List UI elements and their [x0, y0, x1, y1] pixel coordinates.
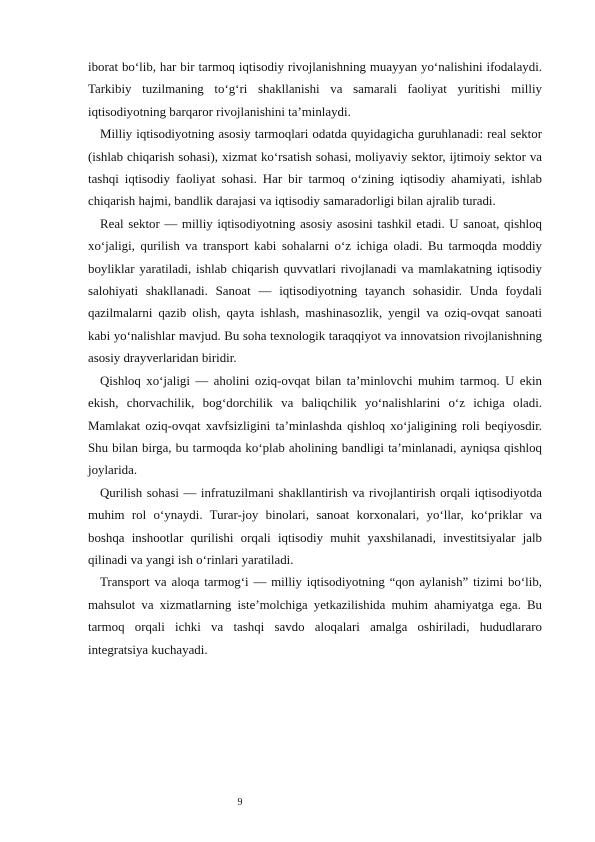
- paragraph-agriculture: Qishloq xo‘jaligi — aholini oziq-ovqat bilan ta’minlovchi muhim tarmoq. U ekin ekish, chorvachilik, bog‘dorchilik va baliqchilik yo‘nalishlarini o‘z ichiga oladi. Mamlakat oziq-ovqat xavfsizligini ta’minlashda qishloq xo‘jaligining roli beqiyosdir. Shu bilan birga, bu tarmoqda ko‘plab aholining bandligi ta’minlanadi, ayniqsa qishloq joylarida.: [88, 373, 542, 478]
- paragraph-transport: Transport va aloqa tarmog‘i — milliy iqtisodiyotning “qon aylanish” tizimi bo‘lib, mahsulot va xizmatlarning iste’molchiga yetkazilishida muhim ahamiyatga ega. Bu tarmoq orqali ichki va tashqi savdo aloqalari amalga oshiriladi, hududlararo integratsiya kuchayadi.: [88, 575, 542, 657]
- paragraph-construction: Qurilish sohasi — infratuzilmani shakllantirish va rivojlantirish orqali iqtisodiyotda muhim rol o‘ynaydi. Turar-joy binolari, sanoat korxonalari, yo‘llar, ko‘priklar va boshqa inshootlar qurilishi orqali iqtisodiy muhit yaxshilanadi, investitsiyalar jalb qilinadi va yangi ish o‘rinlari yaratiladi.: [88, 485, 542, 567]
- paragraph-real-sector: Real sektor — milliy iqtisodiyotning asosiy asosini tashkil etadi. U sanoat, qishloq xo‘jaligi, qurilish va transport kabi sohalarni o‘z ichiga oladi. Bu tarmoqda moddiy boyliklar yaratiladi, ishlab chiqarish quvvatlari rivojlanadi va mamlakatning iqtisodiy salohiyati shakllanadi. Sanoat — iqtisodiyotning tayanch sohasidir. Unda foydali qazilmalarni qazib olish, qayta ishlash, mashinasozlik, yengil va oziq-ovqat sanoati kabi yo‘nalishlar mavjud. Bu soha texnologik taraqqiyot va innovatsion rivojlanishning asosiy drayverlaridan biridir.: [88, 216, 542, 366]
- document-body: [88, 56, 542, 661]
- paragraph-sector-groups: Milliy iqtisodiyotning asosiy tarmoqlari odatda quyidagicha guruhlanadi: real sektor (ishlab chiqarish sohasi), xizmat ko‘rsatish sohasi, moliyaviy sektor, ijtimoiy sektor va tashqi iqtisodiy faoliyat sohasi. Har bir tarmoq o‘zining iqtisodiy ahamiyati, ishlab chiqarish hajmi, bandlik darajasi va iqtisodiy samaradorligi bilan ajralib turadi.: [88, 127, 542, 209]
- page-number: 9: [237, 797, 243, 808]
- paragraph-continuation: iborat bo‘lib, har bir tarmoq iqtisodiy rivojlanishning muayyan yo‘nalishini ifodalaydi. Tarkibiy tuzilmaning to‘g‘ri shakllanishi va samarali faoliyat yuritishi milliy iqtisodiyotning barqaror rivojlanishini ta’minlaydi.: [88, 60, 542, 119]
